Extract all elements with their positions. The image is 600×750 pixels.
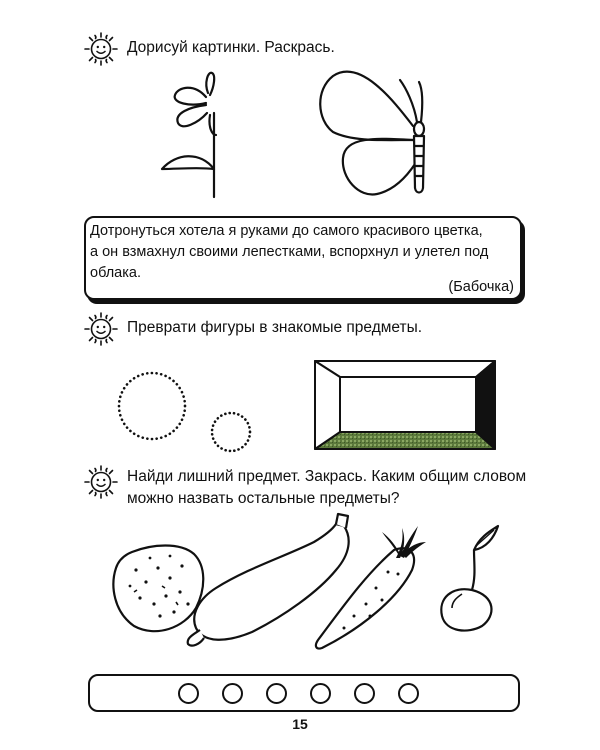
task-draw-instruction: Дорисуй картинки. Раскрась. — [127, 39, 335, 56]
zucchini-drawing[interactable] — [188, 514, 349, 646]
task-odd-line: Найди лишний предмет. Закрась. Каким общим словом — [127, 468, 527, 485]
cherry-drawing[interactable] — [441, 526, 498, 631]
potato-drawing[interactable] — [113, 546, 203, 632]
answer-cell-1[interactable] — [178, 683, 199, 704]
riddle-line: а он взмахнул своими лепестками, вспорхнул и улетел под — [90, 244, 489, 260]
answer-cell-5[interactable] — [354, 683, 375, 704]
riddle-line: облака. — [90, 265, 141, 281]
sun-icon — [84, 312, 118, 346]
dotted-circles[interactable] — [110, 362, 260, 457]
riddle-box — [84, 216, 522, 300]
riddle-answer: (Бабочка) — [448, 279, 514, 295]
rectangle-frame[interactable] — [314, 360, 496, 452]
riddle-text — [90, 221, 518, 284]
answer-cell-2[interactable] — [222, 683, 243, 704]
task-odd-line: можно назвать остальные предметы? — [127, 490, 400, 507]
sun-icon — [84, 465, 118, 499]
small-dotted-circle — [212, 413, 250, 451]
half-flower-drawing[interactable] — [150, 65, 230, 200]
answer-bar — [88, 674, 520, 712]
sun-icon — [84, 32, 118, 66]
answer-cell-4[interactable] — [310, 683, 331, 704]
half-butterfly-drawing[interactable] — [305, 60, 445, 200]
answer-cell-6[interactable] — [398, 683, 419, 704]
big-dotted-circle — [119, 373, 185, 439]
answer-cell-3[interactable] — [266, 683, 287, 704]
page-number: 15 — [292, 716, 308, 732]
riddle-line: Дотронуться хотела я руками до самого красивого цветка, — [90, 223, 483, 239]
task-shapes-instruction: Преврати фигуры в знакомые предметы. — [127, 319, 423, 336]
items-row — [100, 508, 520, 658]
task-odd-instruction — [127, 466, 526, 510]
